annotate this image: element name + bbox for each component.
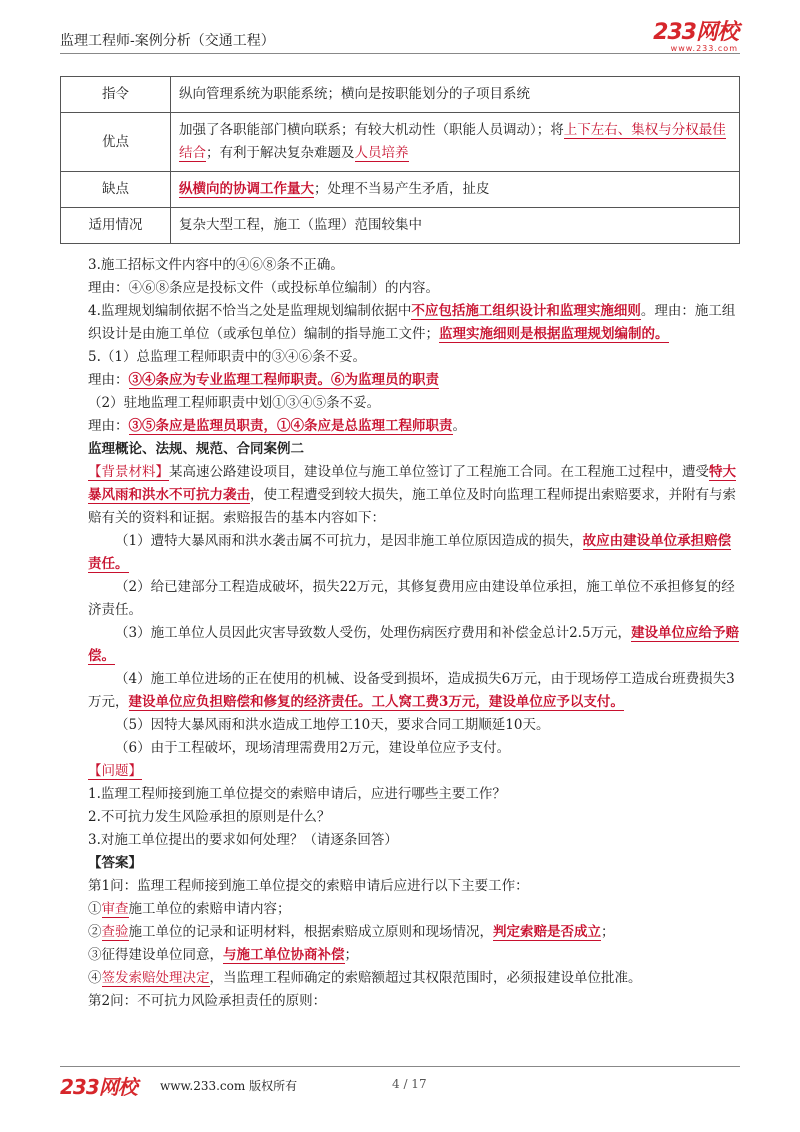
text-segment: 。 <box>452 418 466 434</box>
paragraph <box>88 806 740 829</box>
brand-logo <box>653 22 738 53</box>
text-segment: ② <box>88 924 102 940</box>
paragraph <box>88 898 740 921</box>
text-segment: 4.监理规划编制依据不恰当之处是监理规划编制依据中 <box>88 303 412 319</box>
text-segment: 3.对施工单位提出的要求如何处理？（请逐条回答） <box>88 832 398 848</box>
brand-logo-text: 233网校 <box>653 20 738 45</box>
paragraph <box>88 392 740 415</box>
footer-copyright: www.233.com 版权所有 <box>160 1079 298 1093</box>
text-segment: 施工单位的索赔申请内容； <box>128 901 291 917</box>
highlight-text: 查验 <box>101 924 129 940</box>
table-row <box>61 208 740 244</box>
page-number: 4 / 17 <box>392 1077 427 1091</box>
text-segment: ① <box>88 901 102 917</box>
text-segment: （1）遭特大暴风雨和洪水袭击属不可抗力，是因非施工单位原因造成的损失， <box>115 533 583 549</box>
text-segment: 纵向管理系统为职能系统；横向是按职能划分的子项目系统 <box>179 86 530 102</box>
text-segment: ；处理不当易产生矛盾，扯皮 <box>314 181 490 197</box>
document-body <box>88 254 740 1013</box>
matrix-org-table <box>60 76 740 244</box>
highlight-text: 故应由建设单位承担赔偿责任。 <box>88 533 732 572</box>
paragraph <box>88 760 740 783</box>
text-segment: 3.施工招标文件内容中的④⑥⑧条不正确。 <box>88 257 344 273</box>
table-row-value <box>171 77 740 113</box>
text-segment: （4）施工单位进场的正在使用的机械、设备受到损坏，造成损失6万元，由于现场停工造成台班费损失3万元， <box>88 671 735 710</box>
paragraph <box>88 300 740 346</box>
text-segment: ； <box>344 947 358 963</box>
brand-logo-url: www.233.com <box>670 44 738 53</box>
table-row-value <box>171 172 740 208</box>
header-divider <box>60 53 740 54</box>
text-segment: ； <box>601 924 615 940</box>
paragraph <box>88 921 740 944</box>
table-row <box>61 172 740 208</box>
text-segment: 。理由：施工组织设计是由施工单位（或承包单位）编制的指导施工文件； <box>88 303 736 342</box>
text-segment: （3）施工单位人员因此灾害导致数人受伤，处理伤病医疗费用和补偿金总计2.5万元， <box>115 625 632 641</box>
paragraph <box>88 944 740 967</box>
text-segment: ，当监理工程师确定的索赔额超过其权限范围时，必须报建设单位批准。 <box>209 970 642 986</box>
paragraph <box>88 967 740 990</box>
highlight-text: 建设单位应给予赔偿。 <box>88 625 740 664</box>
table-row-label: 适用情况 <box>61 208 171 244</box>
highlight-text: 监理实施细则是根据监理规划编制的。 <box>439 326 669 342</box>
highlight-text: 上下左右、集权与分权最佳结合 <box>179 122 726 161</box>
paragraph <box>88 461 740 530</box>
paragraph <box>88 875 740 898</box>
text-segment: ④ <box>88 970 102 986</box>
paragraph <box>88 852 740 875</box>
paragraph <box>88 622 740 668</box>
highlight-text: 建设单位应负担赔偿和修复的经济责任。工人窝工费3万元，建设单位应予以支付。 <box>128 694 624 710</box>
text-segment: （5）因特大暴风雨和洪水造成工地停工10天，要求合同工期顺延10天。 <box>115 717 550 733</box>
text-segment: 某高速公路建设项目，建设单位与施工单位签订了工程施工合同。在工程施工过程中，遭受 <box>169 464 709 480</box>
paragraph <box>88 346 740 369</box>
highlight-text: 【问题】 <box>88 763 142 779</box>
paragraph <box>88 829 740 852</box>
table-row-label: 缺点 <box>61 172 171 208</box>
text-segment: 理由： <box>88 372 129 388</box>
text-segment: ，使工程遭受到较大损失，施工单位及时向监理工程师提出索赔要求，并附有与索赔有关的资料和证据。索赔报告的基本内容如下： <box>88 487 736 526</box>
text-segment: 第1问：监理工程师接到施工单位提交的索赔申请后应进行以下主要工作： <box>88 878 529 894</box>
header-title: 监理工程师-案例分析（交通工程） <box>60 33 275 49</box>
table-row <box>61 113 740 172</box>
table-row-label: 指令 <box>61 77 171 113</box>
text-segment: ③征得建设单位同意， <box>88 947 223 963</box>
text-segment: （2）驻地监理工程师职责中划①③④⑤条不妥。 <box>88 395 381 411</box>
paragraph <box>88 530 740 576</box>
text-segment: 2.不可抗力发生风险承担的原则是什么？ <box>88 809 331 825</box>
footer-logo: 233网校 <box>60 1075 137 1099</box>
paragraph <box>88 254 740 277</box>
text-segment: 理由：④⑥⑧条应是投标文件（或投标单位编制）的内容。 <box>88 280 439 296</box>
paragraph <box>88 369 740 392</box>
highlight-text: 与施工单位协商补偿 <box>223 947 345 963</box>
text-segment: 复杂大型工程，施工（监理）范围较集中 <box>179 217 422 233</box>
text-segment: 1.监理工程师接到施工单位提交的索赔申请后，应进行哪些主要工作？ <box>88 786 506 802</box>
paragraph <box>88 438 740 461</box>
text-segment: 加强了各职能部门横向联系；有较大机动性（职能人员调动）；将 <box>179 122 564 138</box>
text-segment: 施工单位的记录和证明材料，根据索赔成立原则和现场情况， <box>128 924 493 940</box>
highlight-text: 纵横向的协调工作量大 <box>179 181 314 197</box>
footer-divider <box>60 1066 740 1067</box>
paragraph <box>88 783 740 806</box>
paragraph <box>88 415 740 438</box>
paragraph <box>88 277 740 300</box>
highlight-text: 特大暴风雨和洪水不可抗力袭击 <box>88 464 736 503</box>
text-segment: （2）给已建部分工程造成破坏，损失22万元，其修复费用应由建设单位承担，施工单位不承担修复的经济责任。 <box>88 579 735 618</box>
table-row-label: 优点 <box>61 113 171 172</box>
table-row-value <box>171 208 740 244</box>
paragraph <box>88 990 740 1013</box>
paragraph <box>88 737 740 760</box>
text-segment: 第2问：不可抗力风险承担责任的原则： <box>88 993 327 1009</box>
highlight-text: ③⑤条应是监理员职责，①④条应是总监理工程师职责 <box>128 418 453 434</box>
highlight-text: 签发索赔处理决定 <box>101 970 210 986</box>
highlight-text: 不应包括施工组织设计和监理实施细则 <box>411 303 641 319</box>
highlight-text: 审查 <box>101 901 129 917</box>
highlight-text: 【答案】 <box>88 855 142 871</box>
paragraph <box>88 668 740 714</box>
text-segment: ；有利于解决复杂难题及 <box>206 145 355 161</box>
paragraph <box>88 576 740 622</box>
table-row <box>61 77 740 113</box>
text-segment: 5.（1）总监理工程师职责中的③④⑥条不妥。 <box>88 349 366 365</box>
highlight-text: 监理概论、法规、规范、合同案例二 <box>88 441 304 457</box>
highlight-text: 【背景材料】 <box>88 464 169 480</box>
highlight-text: 判定索赔是否成立 <box>493 924 601 940</box>
table-row-value <box>171 113 740 172</box>
text-segment: （6）由于工程破坏，现场清理需费用2万元，建设单位应予支付。 <box>115 740 511 756</box>
paragraph <box>88 714 740 737</box>
text-segment: 理由： <box>88 418 129 434</box>
highlight-text: 人员培养 <box>354 145 409 161</box>
highlight-text: ③④条应为专业监理工程师职责。⑥为监理员的职责 <box>128 372 439 388</box>
